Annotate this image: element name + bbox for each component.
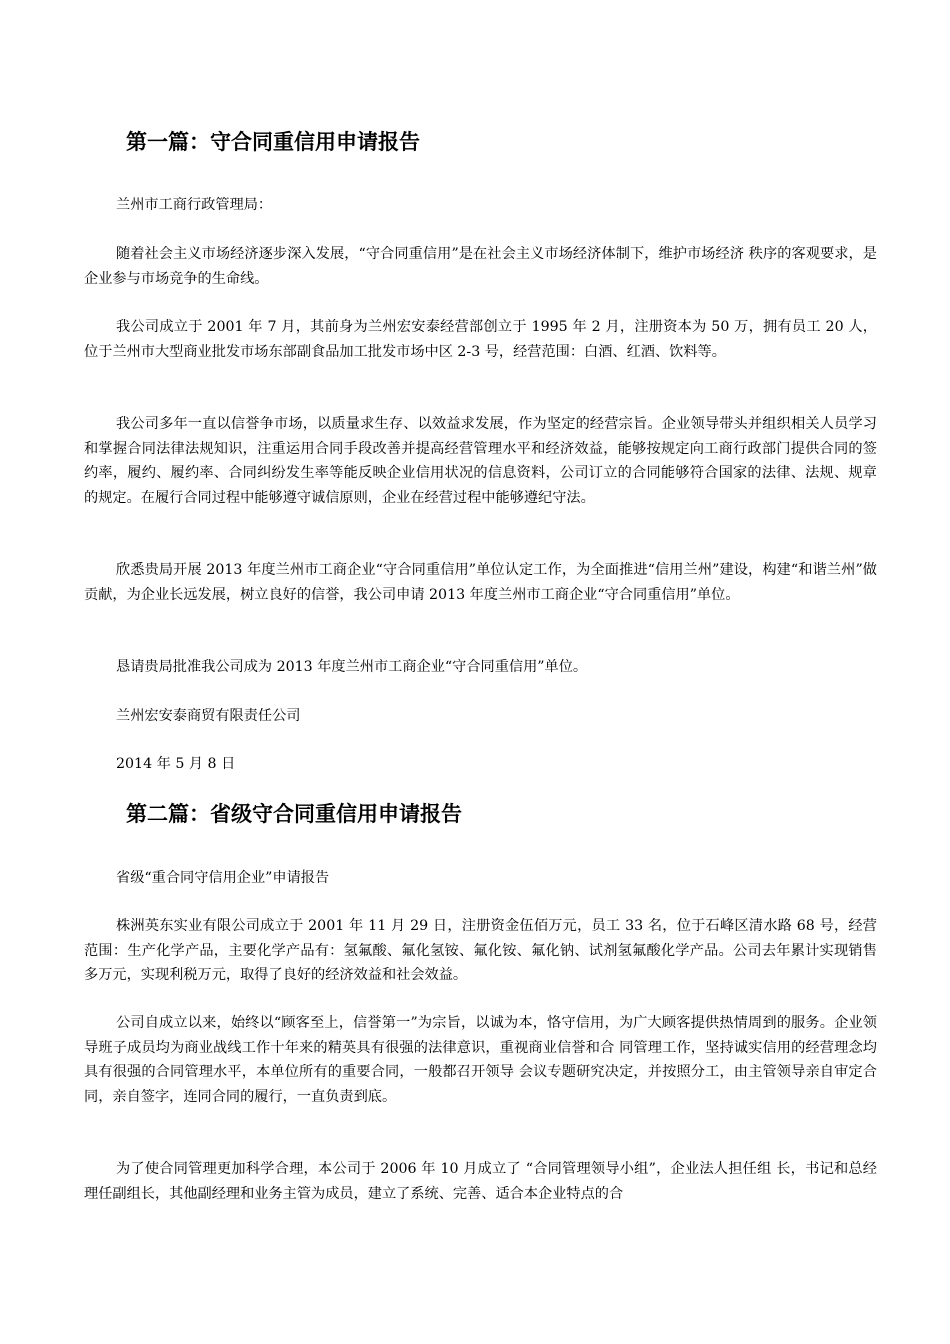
section-1-signature: 兰州宏安泰商贸有限责任公司 <box>116 708 301 724</box>
section-1-paragraph-2: 我公司成立于 2001 年 7 月，其前身为兰州宏安泰经营部创立于 1995 年 2 月，注册资本为 50 万，拥有员工 20 人，位于兰州市大型商业批发市场东部副食品加工批发市场中区 2-3 号，经营范围：白酒、红酒、饮料等。 <box>84 319 877 360</box>
section-1-date: 2014 年 5 月 8 日 <box>116 756 236 772</box>
section-1-paragraph-5: 恳请贵局批准我公司成为 2013 年度兰州市工商企业“守合同重信用”单位。 <box>116 659 588 675</box>
section-2-subtitle: 省级“重合同守信用企业”申请报告 <box>116 870 330 886</box>
section-1-paragraph-4: 欣悉贵局开展 2013 年度兰州市工商企业“守合同重信用”单位认定工作，为全面推进“信用兰州”建设，构建“和谐兰州”做贡献，为企业长远发展，树立良好的信誉，我公司申请 2013 年度兰州市工商企业“守合同重信用”单位。 <box>84 562 877 603</box>
section-1-salutation: 兰州市工商行政管理局： <box>116 197 273 213</box>
section-1-paragraph-3: 我公司多年一直以信誉争市场，以质量求生存、以效益求发展，作为坚定的经营宗旨。企业领导带头并组织相关人员学习和掌握合同法律法规知识，注重运用合同手段改善并提高经营管理水平和经济效益，能够按规定向工商行政部门提供合同的签约率，履约、履约率、合同纠纷发生率等能反映企业信用状况的信息资料，公司订立的合同能够符合国家的法律、法规、规章的规定。在履行合同过程中能够遵守诚信原则，企业在经营过程中能够遵纪守法。 <box>84 416 877 506</box>
section-1-paragraph-1: 随着社会主义市场经济逐步深入发展，“守合同重信用”是在社会主义市场经济体制下，维护市场经济 秩序的客观要求，是企业参与市场竞争的生命线。 <box>84 246 877 287</box>
section-2-paragraph-1: 株洲英东实业有限公司成立于 2001 年 11 月 29 日，注册资金伍佰万元，员工 33 名，位于石峰区清水路 68 号，经营范围：生产化学产品，主要化学产品有：氢氟酸、氟化氢铵、氟化铵、氟化钠、试剂氢氟酸化学产品。公司去年累计实现销售多万元，实现利税万元，取得了良好的经济效益和社会效益。 <box>84 918 877 983</box>
section-2-paragraph-3: 为了使合同管理更加科学合理，本公司于 2006 年 10 月成立了 “合同管理领导小组”，企业法人担任组 长，书记和总经理任副组长，其他副经理和业务主管为成员，建立了系统、完善、适合本企业特点的合 <box>84 1161 877 1202</box>
section-1-title: 第一篇：守合同重信用申请报告 <box>126 130 420 154</box>
section-2-title: 第二篇：省级守合同重信用申请报告 <box>126 802 462 826</box>
section-2-paragraph-2: 公司自成立以来，始终以“顾客至上，信誉第一”为宗旨，以诚为本，恪守信用，为广大顾客提供热情周到的服务。企业领导班子成员均为商业战线工作十年来的精英具有很强的法律意识，重视商业信誉和合 同管理工作，坚持诚实信用的经营理念均具有很强的合同管理水平，本单位所有的重要合同，一般都召开领导 会议专题研究决定，并按照分工，由主管领导亲自审定合同，亲自签字，连同合同的履行，一直负责到底。 <box>84 1015 877 1105</box>
